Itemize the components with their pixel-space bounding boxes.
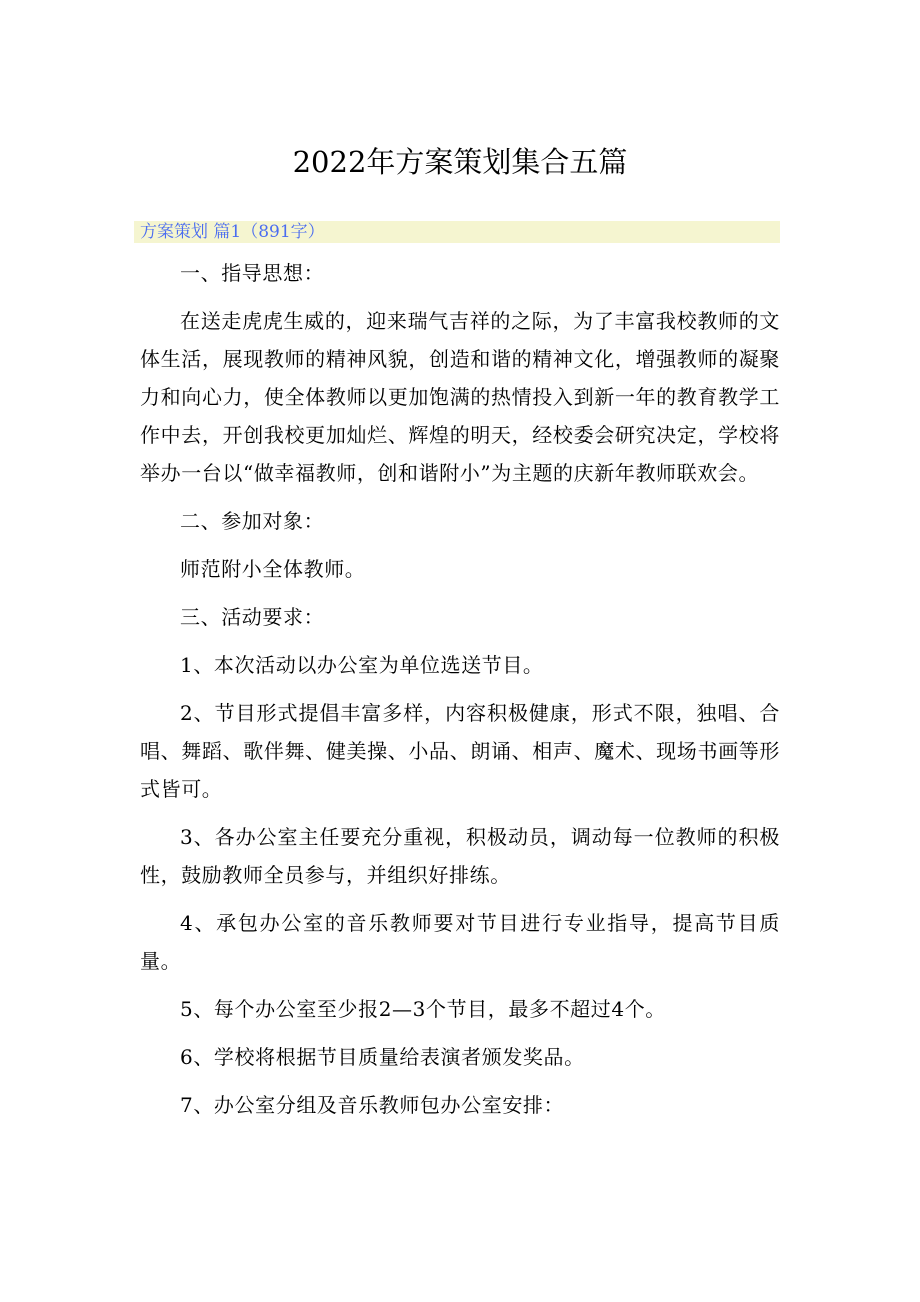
heading-guiding-ideology: 一、指导思想：	[180, 261, 325, 285]
requirement-item: 2、节目形式提倡丰富多样，内容积极健康，形式不限，独唱、合唱、舞蹈、歌伴舞、健美操、小品、朗诵、相声、魔术、现场书画等形式皆可。	[140, 701, 780, 801]
document-body	[140, 254, 780, 1134]
section-heading-link[interactable]: 方案策划 篇1（891字）	[140, 222, 325, 242]
requirement-item: 7、办公室分组及音乐教师包办公室安排：	[180, 1093, 565, 1117]
requirement-item: 1、本次活动以办公室为单位选送节目。	[180, 653, 544, 677]
document-title: 2022年方案策划集合五篇	[292, 145, 628, 179]
section-heading-bar	[134, 221, 780, 243]
paragraph-intro: 在送走虎虎生威的，迎来瑞气吉祥的之际，为了丰富我校教师的文体生活，展现教师的精神风貌，创造和谐的精神文化，增强教师的凝聚力和向心力，使全体教师以更加饱满的热情投入到新一年的教育教学工作中去，开创我校更加灿烂、辉煌的明天，经校委会研究决定，学校将举办一台以“做幸福教师，创和谐附小”为主题的庆新年教师联欢会。	[140, 309, 780, 485]
requirement-item: 6、学校将根据节目质量给表演者颁发奖品。	[180, 1045, 585, 1069]
requirement-item: 3、各办公室主任要充分重视，积极动员，调动每一位教师的积极性，鼓励教师全员参与，并组织好排练。	[140, 825, 780, 887]
paragraph-participants: 师范附小全体教师。	[180, 557, 366, 581]
requirement-item: 4、承包办公室的音乐教师要对节目进行专业指导，提高节目质量。	[140, 911, 780, 973]
heading-participants: 二、参加对象：	[180, 509, 325, 533]
requirement-item: 5、每个办公室至少报2—3个节目，最多不超过4个。	[180, 997, 666, 1021]
heading-requirements: 三、活动要求：	[180, 605, 325, 629]
